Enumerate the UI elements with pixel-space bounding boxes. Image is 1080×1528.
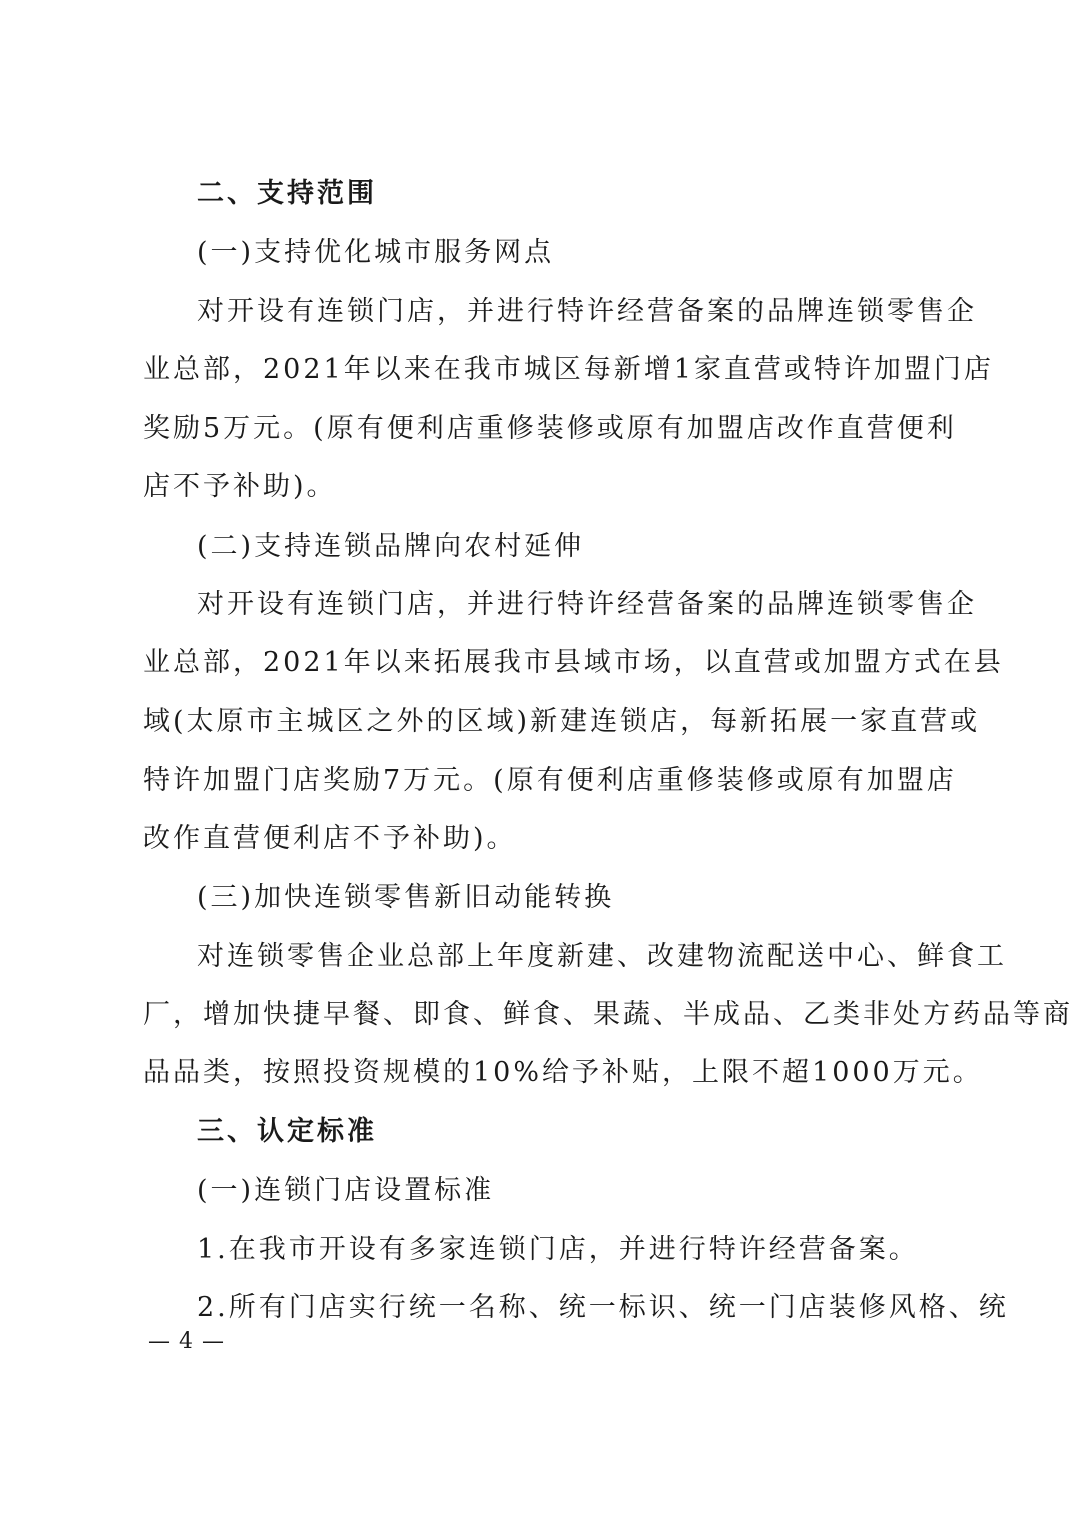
paragraph-line: 品品类，按照投资规模的10%给予补贴，上限不超1000万元。 bbox=[143, 1057, 983, 1088]
paragraph-line: 厂，增加快捷早餐、即食、鲜食、果蔬、半成品、乙类非处方药品等商 bbox=[143, 999, 1073, 1030]
paragraph-line: 1.在我市开设有多家连锁门店，并进行特许经营备案。 bbox=[197, 1234, 919, 1265]
paragraph-line: 店不予补助)。 bbox=[143, 471, 337, 502]
section-heading-criteria: 三、认定标准 bbox=[197, 1116, 377, 1147]
paragraph-line: 改作直营便利店不予补助)。 bbox=[143, 823, 517, 854]
subheading-urban-service-outlets: (一)支持优化城市服务网点 bbox=[197, 237, 555, 268]
paragraph-line: 业总部，2021年以来在我市城区每新增1家直营或特许加盟门店 bbox=[143, 354, 994, 385]
subheading-retail-transformation: (三)加快连锁零售新旧动能转换 bbox=[197, 882, 615, 913]
subheading-store-standards: (一)连锁门店设置标准 bbox=[197, 1175, 495, 1206]
paragraph-line: 域(太原市主城区之外的区域)新建连锁店，每新拓展一家直营或 bbox=[143, 706, 981, 737]
paragraph-line: 对开设有连锁门店，并进行特许经营备案的品牌连锁零售企 bbox=[197, 296, 977, 327]
paragraph-line: 业总部，2021年以来拓展我市县域市场，以直营或加盟方式在县 bbox=[143, 647, 1004, 678]
paragraph-line: 特许加盟门店奖励7万元。(原有便利店重修装修或原有加盟店 bbox=[143, 765, 957, 796]
subheading-rural-extension: (二)支持连锁品牌向农村延伸 bbox=[197, 531, 585, 562]
paragraph-line: 对连锁零售企业总部上年度新建、改建物流配送中心、鲜食工 bbox=[197, 941, 1007, 972]
paragraph-line: 2.所有门店实行统一名称、统一标识、统一门店装修风格、统 bbox=[197, 1292, 1009, 1323]
page-number: — 4 — bbox=[148, 1329, 225, 1354]
paragraph-line: 奖励5万元。(原有便利店重修装修或原有加盟店改作直营便利 bbox=[143, 413, 957, 444]
paragraph-line: 对开设有连锁门店，并进行特许经营备案的品牌连锁零售企 bbox=[197, 589, 977, 620]
section-heading-support-scope: 二、支持范围 bbox=[197, 178, 377, 209]
